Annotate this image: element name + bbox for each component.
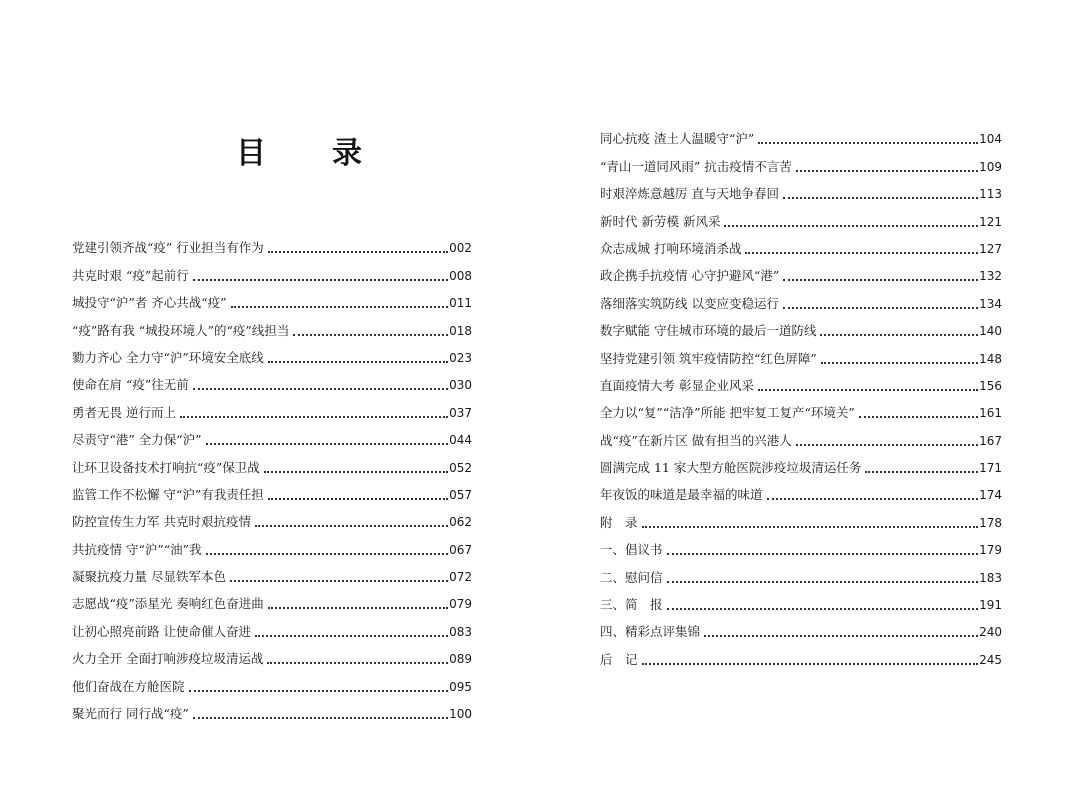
toc-entry[interactable] [72, 422, 472, 449]
dot-leader [796, 170, 978, 172]
toc-entry[interactable] [72, 394, 472, 421]
toc-entry-page-number: 008 [449, 268, 472, 283]
toc-entry-page-number: 113 [979, 187, 1002, 202]
toc-entry[interactable] [600, 614, 1002, 641]
toc-entry[interactable] [600, 641, 1002, 668]
toc-entry[interactable] [600, 559, 1002, 586]
toc-entry[interactable] [72, 312, 472, 339]
dot-leader [745, 252, 978, 254]
toc-entry-title: 新时代 新劳模 新风采 [600, 213, 721, 229]
toc-entry-title: 勠力齐心 全力守“沪”环境安全底线 [72, 349, 264, 365]
toc-entry-page-number: 100 [449, 707, 472, 722]
toc-entry-page-number: 052 [449, 460, 472, 475]
toc-entry[interactable] [72, 531, 472, 558]
dot-leader [667, 608, 979, 610]
dot-leader [193, 717, 448, 719]
dot-leader [758, 142, 978, 144]
dot-leader [268, 607, 448, 609]
toc-entry-title: 坚持党建引领 筑牢疫情防控“红色屏障” [600, 350, 817, 366]
dot-leader [642, 663, 979, 665]
toc-entry-page-number: 072 [449, 570, 472, 585]
dot-leader [859, 416, 978, 418]
toc-entry-title: 他们奋战在方舱医院 [72, 678, 185, 694]
toc-entry-page-number: 127 [979, 241, 1002, 256]
toc-entry-page-number: 121 [979, 214, 1002, 229]
toc-entry-page-number: 161 [979, 406, 1002, 421]
toc-entry[interactable] [72, 449, 472, 476]
dot-leader [180, 416, 448, 418]
toc-entry-title: 让初心照亮前路 让使命催人奋进 [72, 623, 251, 639]
toc-left-column [72, 230, 472, 723]
dot-leader [206, 553, 449, 555]
toc-entry[interactable] [600, 532, 1002, 559]
toc-entry[interactable] [72, 668, 472, 695]
toc-entry-title: 落细落实筑防线 以变应变稳运行 [600, 295, 779, 311]
toc-entry-title: 直面疫情大考 彰显企业风采 [600, 377, 754, 393]
dot-leader [264, 471, 448, 473]
toc-entry-title: 战“疫”在新片区 做有担当的兴港人 [600, 432, 792, 448]
toc-entry-title: 数字赋能 守住城市环境的最后一道防线 [600, 323, 817, 339]
dot-leader [267, 662, 448, 664]
toc-entry-page-number: 156 [979, 378, 1002, 393]
toc-entry-title: 后 记 [600, 651, 638, 667]
toc-entry-title: 同心抗疫 渣土人温暖守“沪” [600, 131, 755, 147]
toc-entry-title: 志愿战“疫”添星光 奏响红色奋进曲 [72, 596, 264, 612]
toc-entry-page-number: 018 [449, 323, 472, 338]
toc-entry-title: “疫”路有我 “城投环境人”的“疫”线担当 [72, 322, 290, 338]
toc-entry-page-number: 179 [979, 543, 1002, 558]
toc-entry[interactable] [600, 121, 1002, 148]
toc-entry-title: “青山一道同风雨” 抗击疫情不言苦 [600, 158, 792, 174]
toc-entry-title: 让环卫设备技术打响抗“疫”保卫战 [72, 459, 260, 475]
dot-leader [268, 498, 448, 500]
toc-entry-title: 一、倡议书 [600, 542, 663, 558]
toc-entry-page-number: 037 [449, 405, 472, 420]
toc-entry-page-number: 104 [979, 132, 1002, 147]
toc-entry-page-number: 132 [979, 269, 1002, 284]
toc-entry-page-number: 109 [979, 159, 1002, 174]
dot-leader [206, 443, 449, 445]
toc-entry-page-number: 062 [449, 515, 472, 530]
dot-leader [767, 498, 979, 500]
toc-entry[interactable] [600, 368, 1002, 395]
dot-leader [193, 388, 448, 390]
toc-entry-title: 聚光而行 同行战“疫” [72, 706, 189, 722]
toc-entry-title: 全力以“复”“洁净”所能 把牢复工复产“环境关” [600, 405, 855, 421]
toc-entry-page-number: 089 [449, 652, 472, 667]
toc-entry[interactable] [600, 203, 1002, 230]
toc-entry[interactable] [72, 559, 472, 586]
toc-entry-page-number: 183 [979, 570, 1002, 585]
toc-entry-title: 四、精彩点评集锦 [600, 624, 701, 640]
toc-entry-page-number: 030 [449, 378, 472, 393]
toc-entry-title: 共抗疫情 守“沪”“油”我 [72, 541, 202, 557]
dot-leader [821, 362, 978, 364]
toc-entry-title: 防控宣传生力军 共克时艰抗疫情 [72, 514, 251, 530]
dot-leader [667, 553, 979, 555]
toc-entry[interactable] [600, 176, 1002, 203]
dot-leader [255, 525, 448, 527]
toc-entry-title: 众志成城 打响环境消杀战 [600, 240, 742, 256]
toc-entry[interactable] [600, 450, 1002, 477]
toc-entry-page-number: 023 [449, 350, 472, 365]
toc-entry-title: 勇者无畏 逆行而上 [72, 404, 176, 420]
dot-leader [783, 197, 978, 199]
toc-entry[interactable] [600, 587, 1002, 614]
toc-entry-title: 政企携手抗疫情 心守护避风“港” [600, 268, 780, 284]
toc-entry[interactable] [72, 586, 472, 613]
toc-entry[interactable] [72, 504, 472, 531]
toc-entry[interactable] [72, 340, 472, 367]
toc-entry-page-number: 057 [449, 487, 472, 502]
toc-entry-title: 三、简 报 [600, 597, 663, 613]
toc-entry[interactable] [72, 641, 472, 668]
toc-entry-page-number: 171 [979, 461, 1002, 476]
dot-leader [783, 279, 978, 281]
dot-leader [796, 444, 978, 446]
toc-entry-page-number: 140 [979, 324, 1002, 339]
page-title: 目 录 [236, 136, 380, 171]
toc-entry[interactable] [600, 258, 1002, 285]
toc-entry-page-number: 240 [979, 625, 1002, 640]
dot-leader [704, 635, 978, 637]
toc-entry-page-number: 245 [979, 652, 1002, 667]
toc-entry-page-number: 191 [979, 598, 1002, 613]
toc-entry[interactable] [72, 257, 472, 284]
toc-entry-title: 时艰淬炼意越厉 直与天地争春回 [600, 186, 779, 202]
toc-entry-page-number: 167 [979, 433, 1002, 448]
toc-entry-title: 监管工作不松懈 守“沪”有我责任担 [72, 486, 264, 502]
toc-entry-title: 火力全开 全面打响涉疫垃圾清运战 [72, 651, 264, 667]
toc-entry-title: 党建引领齐战“疫” 行业担当有作为 [72, 240, 264, 256]
dot-leader [189, 690, 449, 692]
toc-entry[interactable] [600, 340, 1002, 367]
toc-entry[interactable] [600, 148, 1002, 175]
dot-leader [293, 334, 448, 336]
toc-entry[interactable] [72, 230, 472, 257]
toc-entry-page-number: 044 [449, 433, 472, 448]
toc-entry[interactable] [600, 285, 1002, 312]
toc-entry-page-number: 083 [449, 624, 472, 639]
toc-entry-title: 年夜饭的味道是最幸福的味道 [600, 487, 763, 503]
dot-leader [642, 526, 979, 528]
toc-entry-page-number: 011 [449, 296, 472, 311]
toc-entry-title: 共克时艰 “疫”起前行 [72, 267, 189, 283]
dot-leader [783, 307, 978, 309]
dot-leader [724, 225, 978, 227]
dot-leader [667, 581, 979, 583]
toc-entry-page-number: 095 [449, 679, 472, 694]
toc-entry[interactable] [72, 613, 472, 640]
toc-entry[interactable] [600, 313, 1002, 340]
toc-entry[interactable] [72, 477, 472, 504]
toc-entry[interactable] [72, 367, 472, 394]
toc-entry-page-number: 079 [449, 597, 472, 612]
toc-entry[interactable] [600, 504, 1002, 531]
dot-leader [758, 389, 978, 391]
dot-leader [268, 361, 448, 363]
toc-entry-title: 附 录 [600, 514, 638, 530]
toc-entry[interactable] [600, 422, 1002, 449]
dot-leader [268, 251, 448, 253]
toc-entry[interactable] [600, 395, 1002, 422]
toc-entry-page-number: 002 [449, 241, 472, 256]
toc-entry-page-number: 134 [979, 296, 1002, 311]
toc-entry[interactable] [72, 285, 472, 312]
dot-leader [865, 471, 978, 473]
toc-entry-title: 圆满完成 11 家大型方舱医院涉疫垃圾清运任务 [600, 460, 862, 476]
toc-entry-title: 使命在肩 “疫”往无前 [72, 377, 189, 393]
toc-entry-page-number: 178 [979, 515, 1002, 530]
dot-leader [231, 306, 449, 308]
dot-leader [255, 635, 448, 637]
toc-entry[interactable] [600, 477, 1002, 504]
toc-entry-page-number: 067 [449, 542, 472, 557]
dot-leader [820, 334, 978, 336]
toc-entry-page-number: 174 [979, 488, 1002, 503]
toc-entry-title: 城投守“沪”者 齐心共战“疫” [72, 295, 227, 311]
toc-entry-page-number: 148 [979, 351, 1002, 366]
toc-entry[interactable] [72, 696, 472, 723]
toc-entry[interactable] [600, 231, 1002, 258]
toc-entry-title: 凝聚抗疫力量 尽显铁军本色 [72, 569, 226, 585]
dot-leader [193, 279, 448, 281]
toc-entry-title: 二、慰问信 [600, 569, 663, 585]
toc-entry-title: 尽责守“港” 全力保“沪” [72, 432, 202, 448]
toc-right-column [600, 121, 1002, 669]
dot-leader [230, 580, 448, 582]
